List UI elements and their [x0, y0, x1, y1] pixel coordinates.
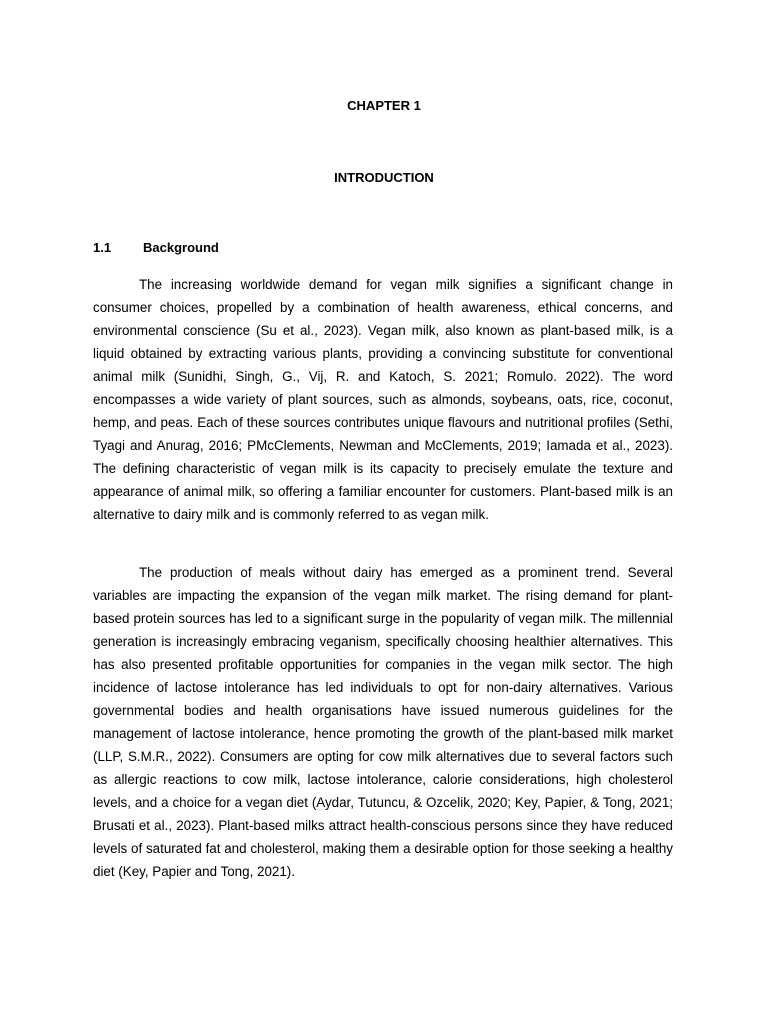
section-number: 1.1 — [93, 240, 112, 255]
introduction-title: INTRODUCTION — [334, 170, 434, 185]
paragraph-2: The production of meals without dairy has emerged as a prominent trend. Several variables are impacting the expansion of the vegan milk market. The rising demand for plant-based protein sources has led to a significant surge in the popularity of vegan milk. The millennial generation is increasingly embracing veganism, specifically choosing healthier alternatives. This has also presented profitable opportunities for companies in the vegan milk sector. The high incidence of lactose intolerance has led individuals to opt for non-dairy alternatives. Various governmental bodies and health organisations have issued numerous guidelines for the management of lactose intolerance, hence promoting the growth of the plant-based milk market (LLP, S.M.R., 2022). Consumers are opting for cow milk alternatives due to several factors such as allergic reactions to cow milk, lactose intolerance, calorie considerations, high cholesterol levels, and a choice for a vegan diet (Aydar, Tutuncu, & Ozcelik, 2020; Key, Papier, & Tong, 2021; Brusati et al., 2023). Plant-based milks attract health-conscious persons since they have reduced levels of saturated fat and cholesterol, making them a desirable option for those seeking a healthy diet (Key, Papier and Tong, 2021). — [93, 565, 673, 879]
paragraph-1: The increasing worldwide demand for vegan milk signifies a significant change in consumer choices, propelled by a combination of health awareness, ethical concerns, and environmental conscience (Su et al., 2023). Vegan milk, also known as plant-based milk, is a liquid obtained by extracting various plants, providing a convincing substitute for conventional animal milk (Sunidhi, Singh, G., Vij, R. and Katoch, S. 2021; Romulo. 2022). The word encompasses a wide variety of plant sources, such as almonds, soybeans, oats, rice, coconut, hemp, and peas. Each of these sources contributes unique flavours and nutritional profiles (Sethi, Tyagi and Anurag, 2016; PMcClements, Newman and McClements, 2019; Iamada et al., 2023). The defining characteristic of vegan milk is its capacity to precisely emulate the texture and appearance of animal milk, so offering a familiar encounter for customers. Plant-based milk is an alternative to dairy milk and is commonly referred to as vegan milk. — [93, 277, 673, 522]
section-title: Background — [143, 240, 219, 255]
section-heading — [93, 240, 219, 256]
chapter-title: CHAPTER 1 — [347, 98, 421, 113]
